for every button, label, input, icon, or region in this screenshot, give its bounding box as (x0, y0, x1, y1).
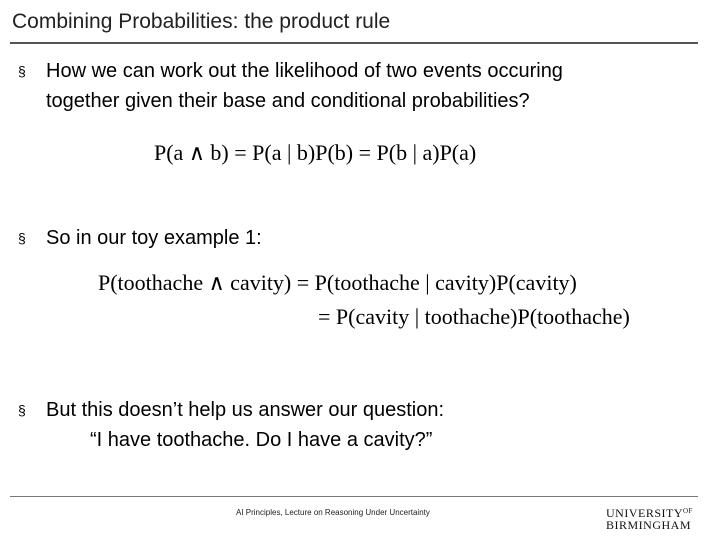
bullet-marker: § (18, 63, 26, 79)
bullet-1-line-2: together given their base and conditional probabilities? (46, 90, 530, 112)
bullet-3-line-1: But this doesn’t help us answer our question: (46, 399, 445, 421)
footer-divider (10, 496, 698, 497)
logo-of: OF (683, 507, 693, 515)
bullet-marker: § (18, 230, 26, 246)
bullet-1 (18, 56, 563, 116)
bullet-2 (18, 223, 262, 253)
toy-example-formula-line-2: = P(cavity | toothache)P(toothache) (318, 304, 630, 329)
bullet-marker: § (18, 402, 26, 418)
bullet-2-line-1: So in our toy example 1: (46, 227, 262, 249)
logo-line-2: BIRMINGHAM (606, 518, 692, 532)
product-rule-formula: P(a ∧ b) = P(a | b)P(b) = P(b | a)P(a) (154, 140, 477, 165)
logo-line-1: UNIVERSITY (606, 506, 683, 520)
bullet-1-line-1: How we can work out the likelihood of two events occuring (46, 60, 563, 82)
slide-title: Combining Probabilities: the product rule (12, 10, 391, 33)
question-quote: “I have toothache. Do I have a cavity?” (90, 429, 433, 451)
bullet-3 (18, 395, 444, 455)
title-divider (10, 42, 698, 44)
footer-lecture-text: AI Principles, Lecture on Reasoning Under Uncertainty (236, 508, 430, 517)
university-logo (606, 505, 698, 531)
toy-example-formula-line-1: P(toothache ∧ cavity) = P(toothache | cavity)P(cavity) (98, 270, 577, 295)
